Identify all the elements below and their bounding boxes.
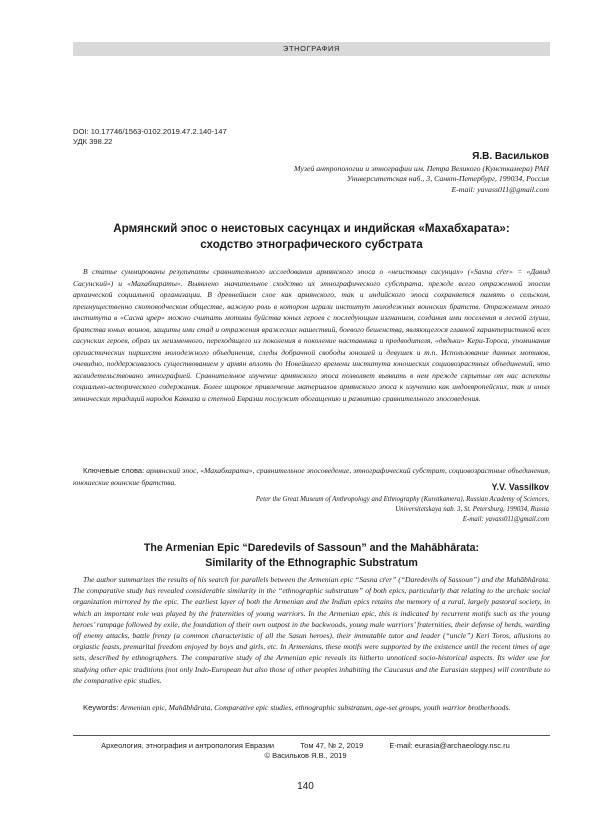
author-name-ru: Я.В. Васильков (472, 151, 549, 162)
author-name-en: Y.V. Vassilkov (491, 482, 549, 492)
abstract-en: The author summarizes the results of his search for parallels between the Armenian epic “Sasna cŕer” (“Daredevils of Sassoun”) and the Mahābhārata. The comparative study has revealed considerable similarity in the “ethnographic substratum” of both epics, particularly that relating to the archaic social organization mirrored by the epic. The earliest layer of both the Armenian and the Indian epics retains the memory of a rural, largely pastoral society, in which an important role was played by the fraternities of young warriors. In the Armenian epic, this is indicated by recurrent motifs such as the young heroes’ rampage followed by exile, the foundation of their own outpost in the backwoods, young male warriors’ fraternities, their defense of herds, warding off enemy attacks, battle frenzy (a common characteristic of all the Sasun heroes), their immutable tutor and leader (“uncle”) Keri Toros, allusions to orgiastic feasts, premarital freedom enjoyed by boys and girls, etc. In Armenians, these motifs were supported by the existence until the recent times of age sets, described by ethnographers. The comparative study of the Armenian epic reveals its hitherto unnoticed socio-historical aspects. Its wider use for studying other epic traditions (not only Indo-European but also those of other peoples inhabiting the Caucasus and the Eurasian steppes) will contribute to the comparative epic studies. (73, 575, 550, 685)
title-line: Армянский эпос о неистовых сасунцах и индийская «Махабхарата»: (113, 222, 510, 235)
footer-journal-line (0, 741, 611, 750)
doi: DOI: 10.17746/1563-0102.2019.47.2.140-147 (73, 127, 227, 136)
journal-email: E-mail: eurasia@archaeology.nsc.ru (389, 741, 510, 750)
article-title-en (73, 541, 550, 570)
keywords-text: армянский эпос, «Махабхарата», сравнительное эпосоведение, этнографический субстрат, социовозрастные объединения, юношеские воинские братства. (73, 466, 550, 487)
footer-divider (73, 735, 550, 736)
keywords-label: Keywords: (83, 703, 119, 712)
affiliation-line: Universitetskaya nab. 3, St. Petersburg, 199034, Russia (395, 506, 549, 514)
journal-volume: Том 47, № 2, 2019 (300, 741, 364, 750)
affiliation-line: Peter the Great Museum of Anthropology and Ethnography (Kunstkamera), Russian Academy of Sciences, (255, 496, 549, 503)
keywords-text: Armenian epic, Mahābhārata, Comparative epic studies, ethnographic substratum, age-set groups, youth warrior brotherhoods. (120, 703, 511, 712)
article-identifiers (73, 127, 227, 146)
section-header: ЭТНОГРАФИЯ (73, 42, 550, 56)
author-affiliation-en (109, 495, 549, 526)
article-title-ru (73, 221, 550, 252)
keywords-ru (73, 465, 550, 488)
keywords-label: Ключевые слова: (83, 466, 145, 475)
page-number: 140 (297, 781, 314, 792)
abstract-ru: В статье суммированы результаты сравнительного исследования армянского эпоса о «неистовых сасунцах» («Sasna cŕer» = «Давид Сасунский») и «Махабхараты». Выявлено значительное сходство их этнографического субстрата, прежде всего отраженной эпосом архаической социальной организации. В древнейшем слое как армянского, так и индийского эпоса сохраняется память о сельском, преимущественно скотоводческом обществе, важную роль в котором играли институт молодежных воинских братств. Отражением этого института в «Сасна црер» можно считать мотивы буйства юных героев с последующим изгнанием, создания ими поселения в лесной глуши, братства юных воинов, защиты ими стад и отражения вражеских нашествий, боевого бешенства, являющегося главной характеристикой всех сасунских героев, образ их неизменного, переходящего из поколения в поколение наставника и предводителя, «дядьки» Кери-Тороса, упоминания оргиастических пиршеств молодежного объединения, следы добрачной свободы юношей и девушек и т.п. Использование данных мотивов, очевидно, поддерживалось существованием у армян вплоть до Новейшего времени института юношеских социовозрастных объединений, что засвидетельствовано этнографией. Сравнительное изучение армянского эпоса позволяет выявить в нем прежде скрытые от нас аспекты социально-исторического содержания. Более широкое привлечение материалов армянского эпоса к изучению как индоевропейских, так и иных этнических традиций народов Кавказа и степной Евразии послужит обогащению и развитию сравнительного эпосоведения. (73, 267, 550, 403)
keywords-en (73, 702, 550, 713)
title-line: The Armenian Epic “Daredevils of Sassoun” and the Mahābhārata: (143, 542, 480, 554)
title-line: сходство этнографического субстрата (200, 237, 423, 251)
copyright-notice: © Васильков Я.В., 2019 (264, 751, 347, 760)
affiliation-line: Музей антропологии и этнографии им. Петра Великого (Кунсткамера) РАН (294, 164, 549, 173)
title-line: Similarity of the Ethnographic Substratum (205, 556, 418, 569)
journal-name: Археология, этнография и антропология Евразии (101, 741, 275, 750)
author-affiliation-ru (149, 164, 549, 195)
udk: УДК 398.22 (73, 136, 113, 146)
affiliation-line: Университетская наб., 3, Санкт-Петербург, 199034, Россия (346, 174, 549, 184)
affiliation-email: E-mail: yavass011@gmail.com (462, 516, 549, 524)
affiliation-email: E-mail: yavass011@gmail.com (451, 184, 549, 194)
